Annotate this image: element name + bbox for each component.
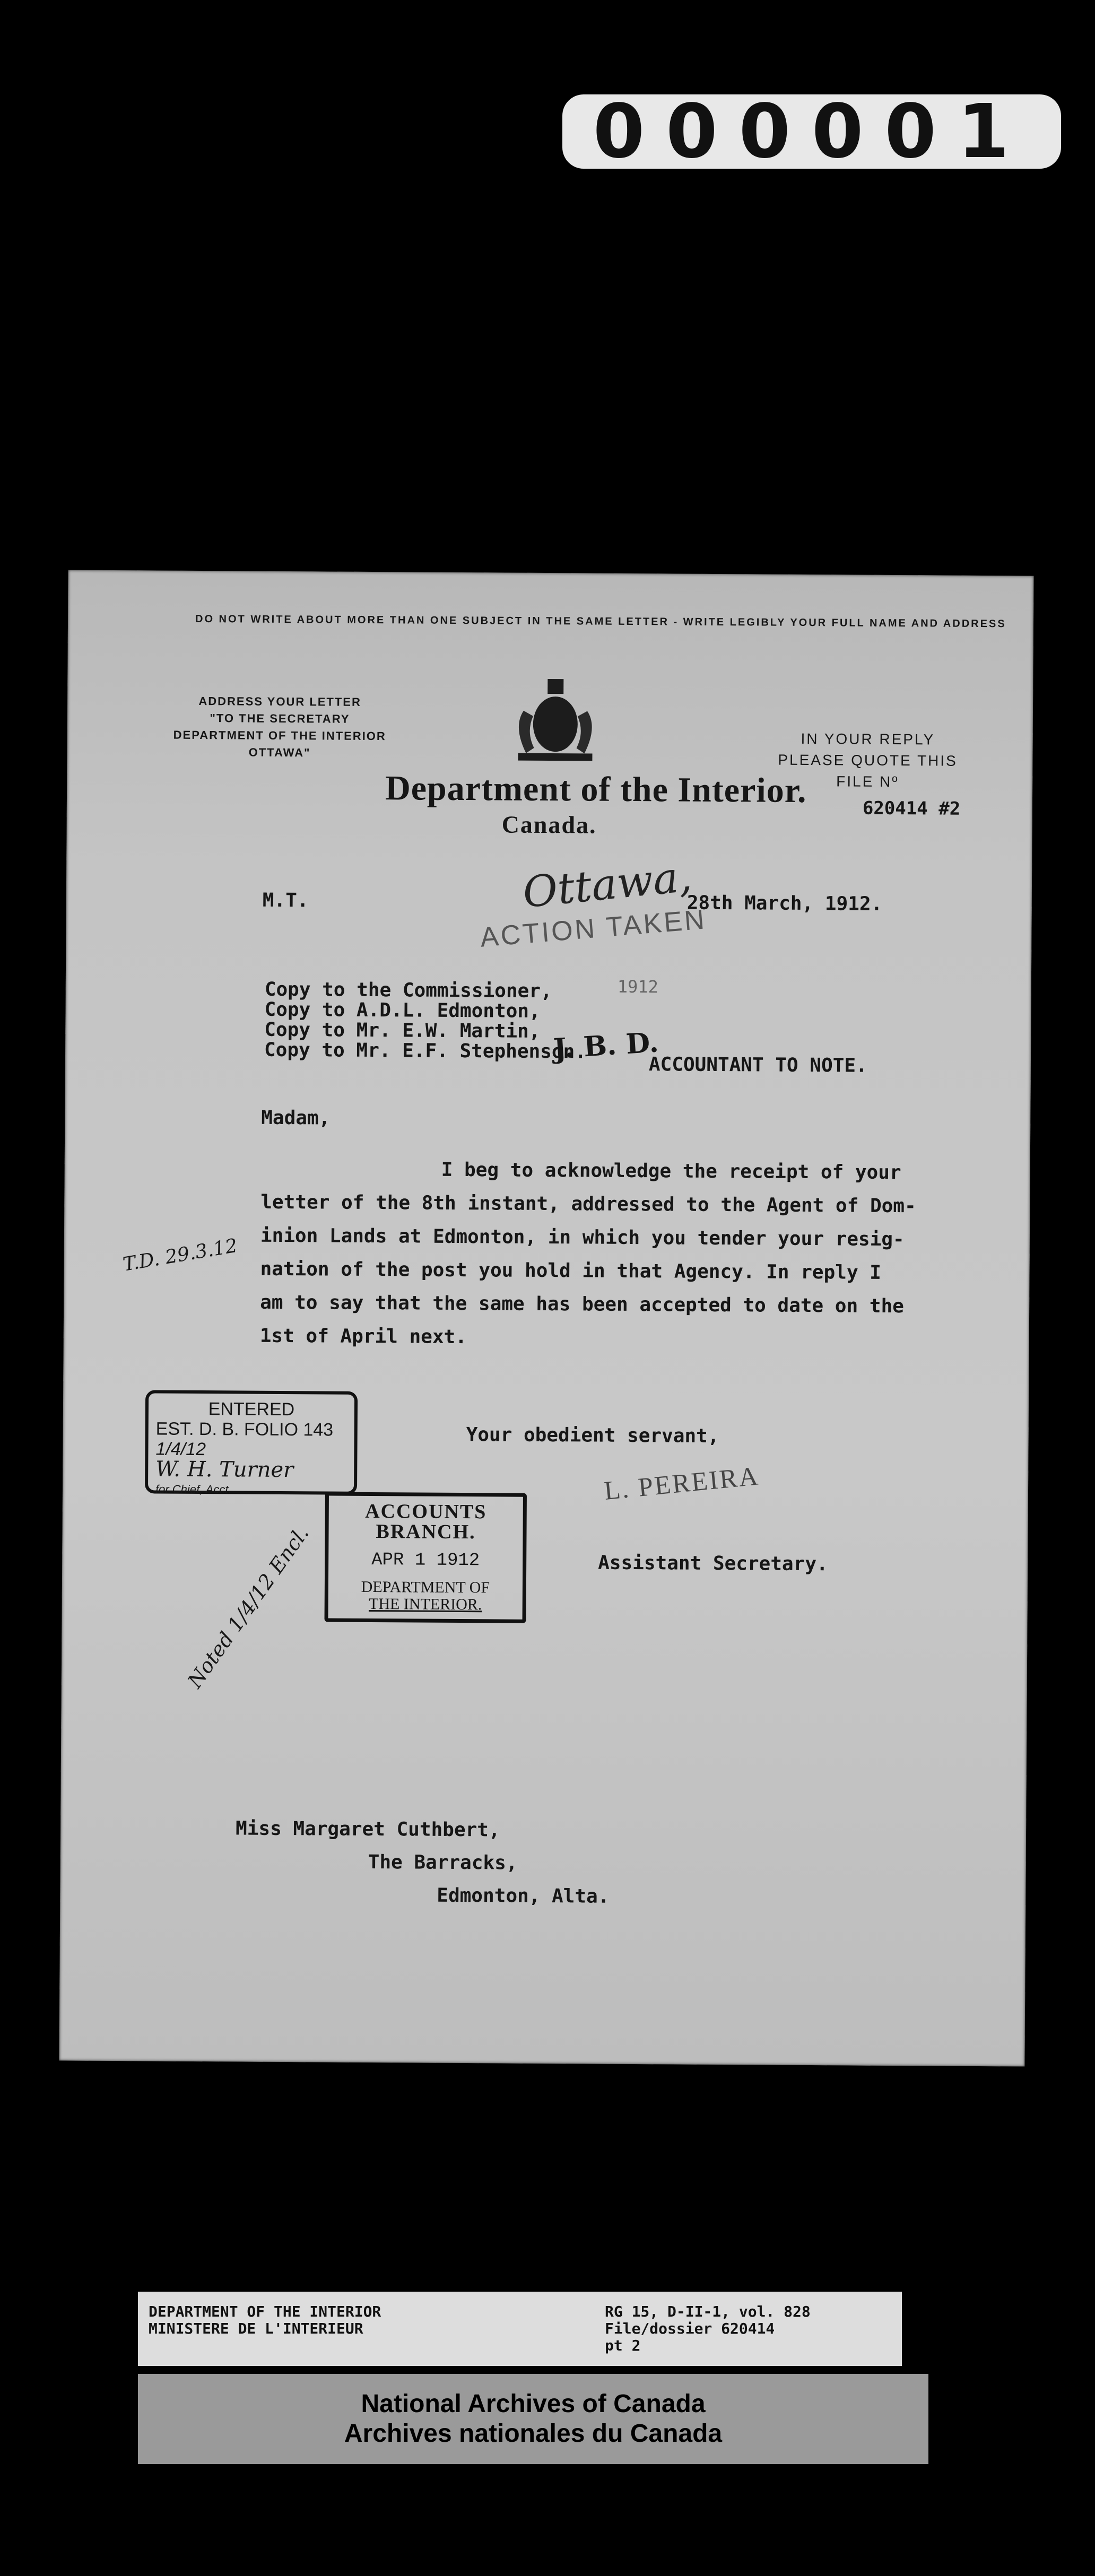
recipient-line: Miss Margaret Cuthbert, <box>235 1817 500 1841</box>
national-archives-label <box>138 2374 928 2464</box>
stamp-signature: W. H. Turner <box>155 1457 294 1483</box>
address-line: "TO THE SECRETARY <box>210 711 350 726</box>
stamp-line: DEPARTMENT OF <box>361 1578 490 1597</box>
margin-note: T.D. 29.3.12 <box>121 1234 239 1276</box>
handwritten-initials: J. B. D. <box>552 1026 660 1065</box>
recipient-line: The Barracks, <box>368 1851 518 1874</box>
label-line: MINISTERE DE L'INTERIEUR <box>149 2320 363 2337</box>
letter-page <box>59 570 1033 2066</box>
address-line: ADDRESS YOUR LETTER <box>198 694 361 709</box>
recipient-address <box>235 1812 610 1913</box>
reply-line: FILE Nº <box>836 773 899 790</box>
label-line: File/dossier 620414 <box>605 2320 775 2337</box>
letter-body <box>260 1152 917 1357</box>
label-line: pt 2 <box>605 2337 641 2354</box>
address-block <box>173 693 386 762</box>
archives-name-fr: Archives nationales du Canada <box>344 2420 723 2448</box>
archive-reference <box>605 2303 811 2354</box>
copy-list <box>264 980 587 1063</box>
reply-line: IN YOUR REPLY <box>801 730 935 748</box>
label-line: RG 15, D-II-1, vol. 828 <box>605 2303 811 2320</box>
file-number: 620414 #2 <box>862 797 961 820</box>
closing: Your obedient servant, <box>466 1424 719 1447</box>
frame-number: 000001 <box>562 94 1061 169</box>
accountant-note: ACCOUNTANT TO NOTE. <box>648 1054 867 1077</box>
department-country: Canada. <box>501 811 597 839</box>
address-line: DEPARTMENT OF THE INTERIOR <box>173 728 386 743</box>
handwritten-place: Ottawa, <box>520 851 694 918</box>
archive-reference-label <box>138 2292 902 2366</box>
signature-title: Assistant Secretary. <box>598 1552 828 1576</box>
stamp-date: APR 1 1912 <box>371 1550 480 1571</box>
copy-line: Copy to the Commissioner, <box>264 978 552 1003</box>
stamp-line: EST. D. B. FOLIO 143 <box>155 1418 334 1440</box>
department-name: Department of the Interior. <box>385 769 807 810</box>
recipient-line: Edmonton, Alta. <box>437 1884 610 1908</box>
reference-initials: M.T. <box>262 889 309 912</box>
stamp-line: ENTERED <box>208 1399 295 1420</box>
copy-line: Copy to Mr. E.F. Stephenson. <box>264 1039 587 1063</box>
reply-instructions <box>778 728 958 793</box>
letter-date: 28th March, 1912. <box>686 892 883 915</box>
warning-header: DO NOT WRITE ABOUT MORE THAN ONE SUBJECT IN THE SAME LETTER - WRITE LEGIBLY YOUR FULL NAME AND ADDRESS <box>195 613 1006 630</box>
salutation: Madam, <box>261 1107 331 1129</box>
action-taken-stamp: ACTION TAKEN <box>479 904 708 953</box>
copy-line: Copy to A.D.L. Edmonton, <box>264 998 541 1022</box>
stamp-note: for Chief, Acct. <box>155 1482 232 1496</box>
body-line: letter of the 8th instant, addressed to the Agent of Dom- <box>260 1191 916 1217</box>
label-line: DEPARTMENT OF THE INTERIOR <box>149 2303 381 2320</box>
body-line: nation of the post you hold in that Agency. In reply I <box>260 1258 882 1284</box>
stamp-line: THE INTERIOR. <box>368 1595 482 1614</box>
royal-crest-icon <box>502 673 609 764</box>
accounts-branch-stamp <box>324 1492 526 1623</box>
action-year: 1912 <box>617 976 658 997</box>
copy-line: Copy to Mr. E.W. Martin, <box>264 1019 541 1042</box>
stamp-line: ACCOUNTS <box>365 1500 487 1524</box>
signature-stamp: L. PEREIRA <box>603 1460 761 1505</box>
body-line: I beg to acknowledge the receipt of your <box>441 1159 901 1184</box>
body-line: am to say that the same has been accepted to date on the <box>260 1291 905 1318</box>
reply-line: PLEASE QUOTE THIS <box>778 751 958 769</box>
address-line: OTTAWA" <box>248 745 311 760</box>
entered-stamp <box>145 1390 358 1494</box>
archive-department <box>149 2303 381 2337</box>
archives-name-en: National Archives of Canada <box>361 2390 706 2418</box>
margin-note: Noted 1/4/12 Encl. <box>183 1522 314 1693</box>
body-line: 1st of April next. <box>259 1325 467 1348</box>
body-line: inion Lands at Edmonton, in which you tender your resig- <box>260 1224 905 1251</box>
stamp-date: 1/4/12 <box>155 1439 206 1460</box>
stamp-line: BRANCH. <box>376 1520 476 1544</box>
